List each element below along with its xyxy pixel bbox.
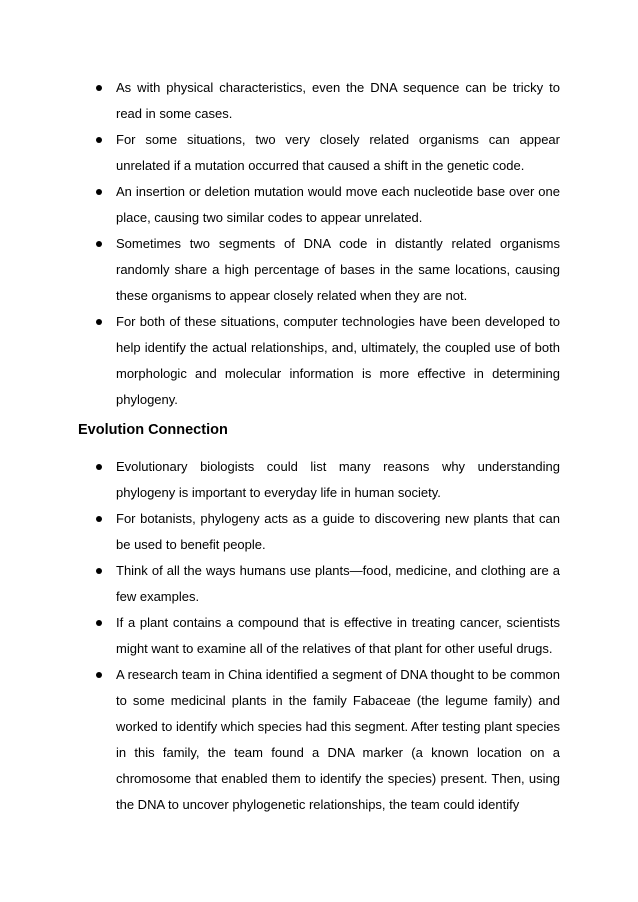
list-item-text: If a plant contains a compound that is effective in treating cancer, scientists might want to examine all of the relatives of that plant for other useful drugs. <box>116 615 560 656</box>
list-item <box>0 127 560 179</box>
list-item-text: A research team in China identified a segment of DNA thought to be common to some medicinal plants in the family Fabaceae (the legume family) and worked to identify which species had this segment. After testing plant species in this family, the team found a DNA marker (a known location on a chromosome that enabled them to identify the species) present. Then, using the DNA to uncover phylogenetic relationships, the team could identify <box>116 667 560 812</box>
list-item-text: For some situations, two very closely related organisms can appear unrelated if a mutation occurred that caused a shift in the genetic code. <box>116 132 560 173</box>
list-item <box>0 506 560 558</box>
list-item <box>0 179 560 231</box>
list-item <box>0 662 560 818</box>
list-item-text: Sometimes two segments of DNA code in distantly related organisms randomly share a high percentage of bases in the same locations, causing these organisms to appear closely related when they are not. <box>116 236 560 303</box>
list-item-text: For botanists, phylogeny acts as a guide to discovering new plants that can be used to benefit people. <box>116 511 560 552</box>
bullet-icon <box>96 464 102 470</box>
bullet-icon <box>96 516 102 522</box>
list-item <box>0 558 560 610</box>
bullet-icon <box>96 189 102 195</box>
bullet-icon <box>96 568 102 574</box>
bullet-icon <box>96 137 102 143</box>
bullet-icon <box>96 319 102 325</box>
list-item-text: Evolutionary biologists could list many reasons why understanding phylogeny is important to everyday life in human society. <box>116 459 560 500</box>
bullet-icon <box>96 85 102 91</box>
bullet-list-dna-reading <box>0 75 560 413</box>
list-item <box>0 75 560 127</box>
list-item <box>0 231 560 309</box>
list-item <box>0 610 560 662</box>
bullet-icon <box>96 241 102 247</box>
list-item-text: An insertion or deletion mutation would move each nucleotide base over one place, causing two similar codes to appear unrelated. <box>116 184 560 225</box>
section-heading: Evolution Connection <box>78 422 228 438</box>
bullet-icon <box>96 620 102 626</box>
list-item-text: As with physical characteristics, even the DNA sequence can be tricky to read in some cases. <box>116 80 560 121</box>
bullet-list-evolution-connection <box>0 454 560 818</box>
bullet-icon <box>96 672 102 678</box>
list-item <box>0 309 560 413</box>
list-item-text: For both of these situations, computer technologies have been developed to help identify the actual relationships, and, ultimately, the coupled use of both morphologic and molecular information is more effective in determining phylogeny. <box>116 314 560 407</box>
list-item-text: Think of all the ways humans use plants—food, medicine, and clothing are a few examples. <box>116 563 560 604</box>
list-item <box>0 454 560 506</box>
